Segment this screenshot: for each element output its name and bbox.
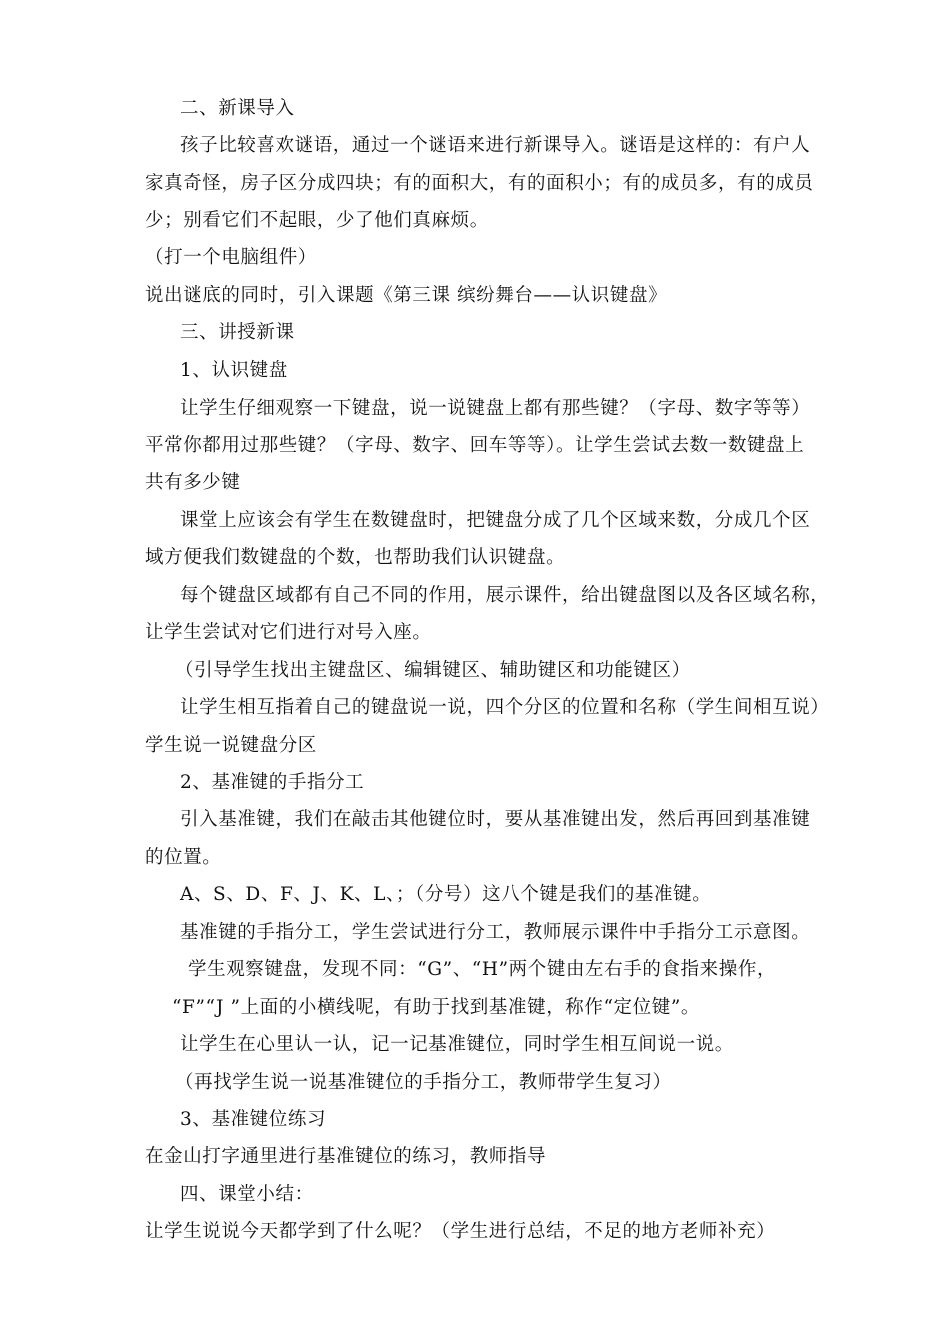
paragraph-line: A、S、D、F、J、K、L、；（分号）这八个键是我们的基准键。 <box>180 884 712 905</box>
paragraph-line: （打一个电脑组件） <box>145 247 317 268</box>
paragraph-line: 让学生说说今天都学到了什么呢？（学生进行总结，不足的地方老师补充） <box>145 1221 776 1242</box>
paragraph-line: 少；别看它们不起眼，少了他们真麻烦。 <box>145 210 489 231</box>
paragraph-line: （再找学生说一说基准键位的手指分工，教师带学生复习） <box>175 1072 672 1093</box>
paragraph-line: 在金山打字通里进行基准键位的练习，教师指导 <box>145 1146 547 1167</box>
paragraph-line: （引导学生找出主键盘区、编辑键区、辅助键区和功能键区） <box>175 660 691 681</box>
paragraph-line: 让学生在心里认一认，记一记基准键位，同时学生相互间说一说。 <box>180 1034 734 1055</box>
subheading-home-keys: 2、基准键的手指分工 <box>180 772 365 793</box>
subheading-know-keyboard: 1、认识键盘 <box>180 360 288 381</box>
paragraph-line: 基准键的手指分工，学生尝试进行分工，教师展示课件中手指分工示意图。 <box>180 922 811 943</box>
paragraph-line: 每个键盘区域都有自己不同的作用，展示课件，给出键盘图以及各区域名称， <box>180 585 830 606</box>
paragraph-line: 学生说一说键盘分区 <box>145 735 317 756</box>
paragraph-line: “F”“J ”上面的小横线呢，有助于找到基准键，称作“定位键”。 <box>172 997 701 1018</box>
paragraph-line: 课堂上应该会有学生在数键盘时，把键盘分成了几个区域来数，分成几个区 <box>180 510 811 531</box>
paragraph-line: 孩子比较喜欢谜语，通过一个谜语来进行新课导入。谜语是这样的：有户人 <box>180 135 811 156</box>
paragraph-line: 让学生仔细观察一下键盘，说一说键盘上都有那些键？（字母、数字等等） <box>180 398 811 419</box>
paragraph-line: 让学生尝试对它们进行对号入座。 <box>145 622 432 643</box>
paragraph-line: 共有多少键 <box>145 472 241 493</box>
subheading-home-key-practice: 3、基准键位练习 <box>180 1109 327 1130</box>
paragraph-line: 的位置。 <box>145 847 222 868</box>
paragraph-line: 家真奇怪，房子区分成四块；有的面积大，有的面积小；有的成员多，有的成员 <box>145 173 814 194</box>
heading-lesson-summary: 四、课堂小结： <box>180 1184 314 1205</box>
paragraph-line: 让学生相互指着自己的键盘说一说，四个分区的位置和名称（学生间相互说） <box>180 697 830 718</box>
heading-teach-new-lesson: 三、讲授新课 <box>180 322 295 343</box>
paragraph-line: 平常你都用过那些键？（字母、数字、回车等等）。让学生尝试去数一数键盘上 <box>145 435 805 456</box>
paragraph-line: 说出谜底的同时，引入课题《第三课 缤纷舞台——认识键盘》 <box>145 285 668 306</box>
paragraph-line: 学生观察键盘，发现不同：“G”、“H”两个键由左右手的食指来操作， <box>188 959 777 980</box>
paragraph-line: 引入基准键，我们在敲击其他键位时，要从基准键出发，然后再回到基准键 <box>180 809 811 830</box>
paragraph-line: 域方便我们数键盘的个数，也帮助我们认识键盘。 <box>145 547 566 568</box>
heading-new-lesson-intro: 二、新课导入 <box>180 98 295 119</box>
